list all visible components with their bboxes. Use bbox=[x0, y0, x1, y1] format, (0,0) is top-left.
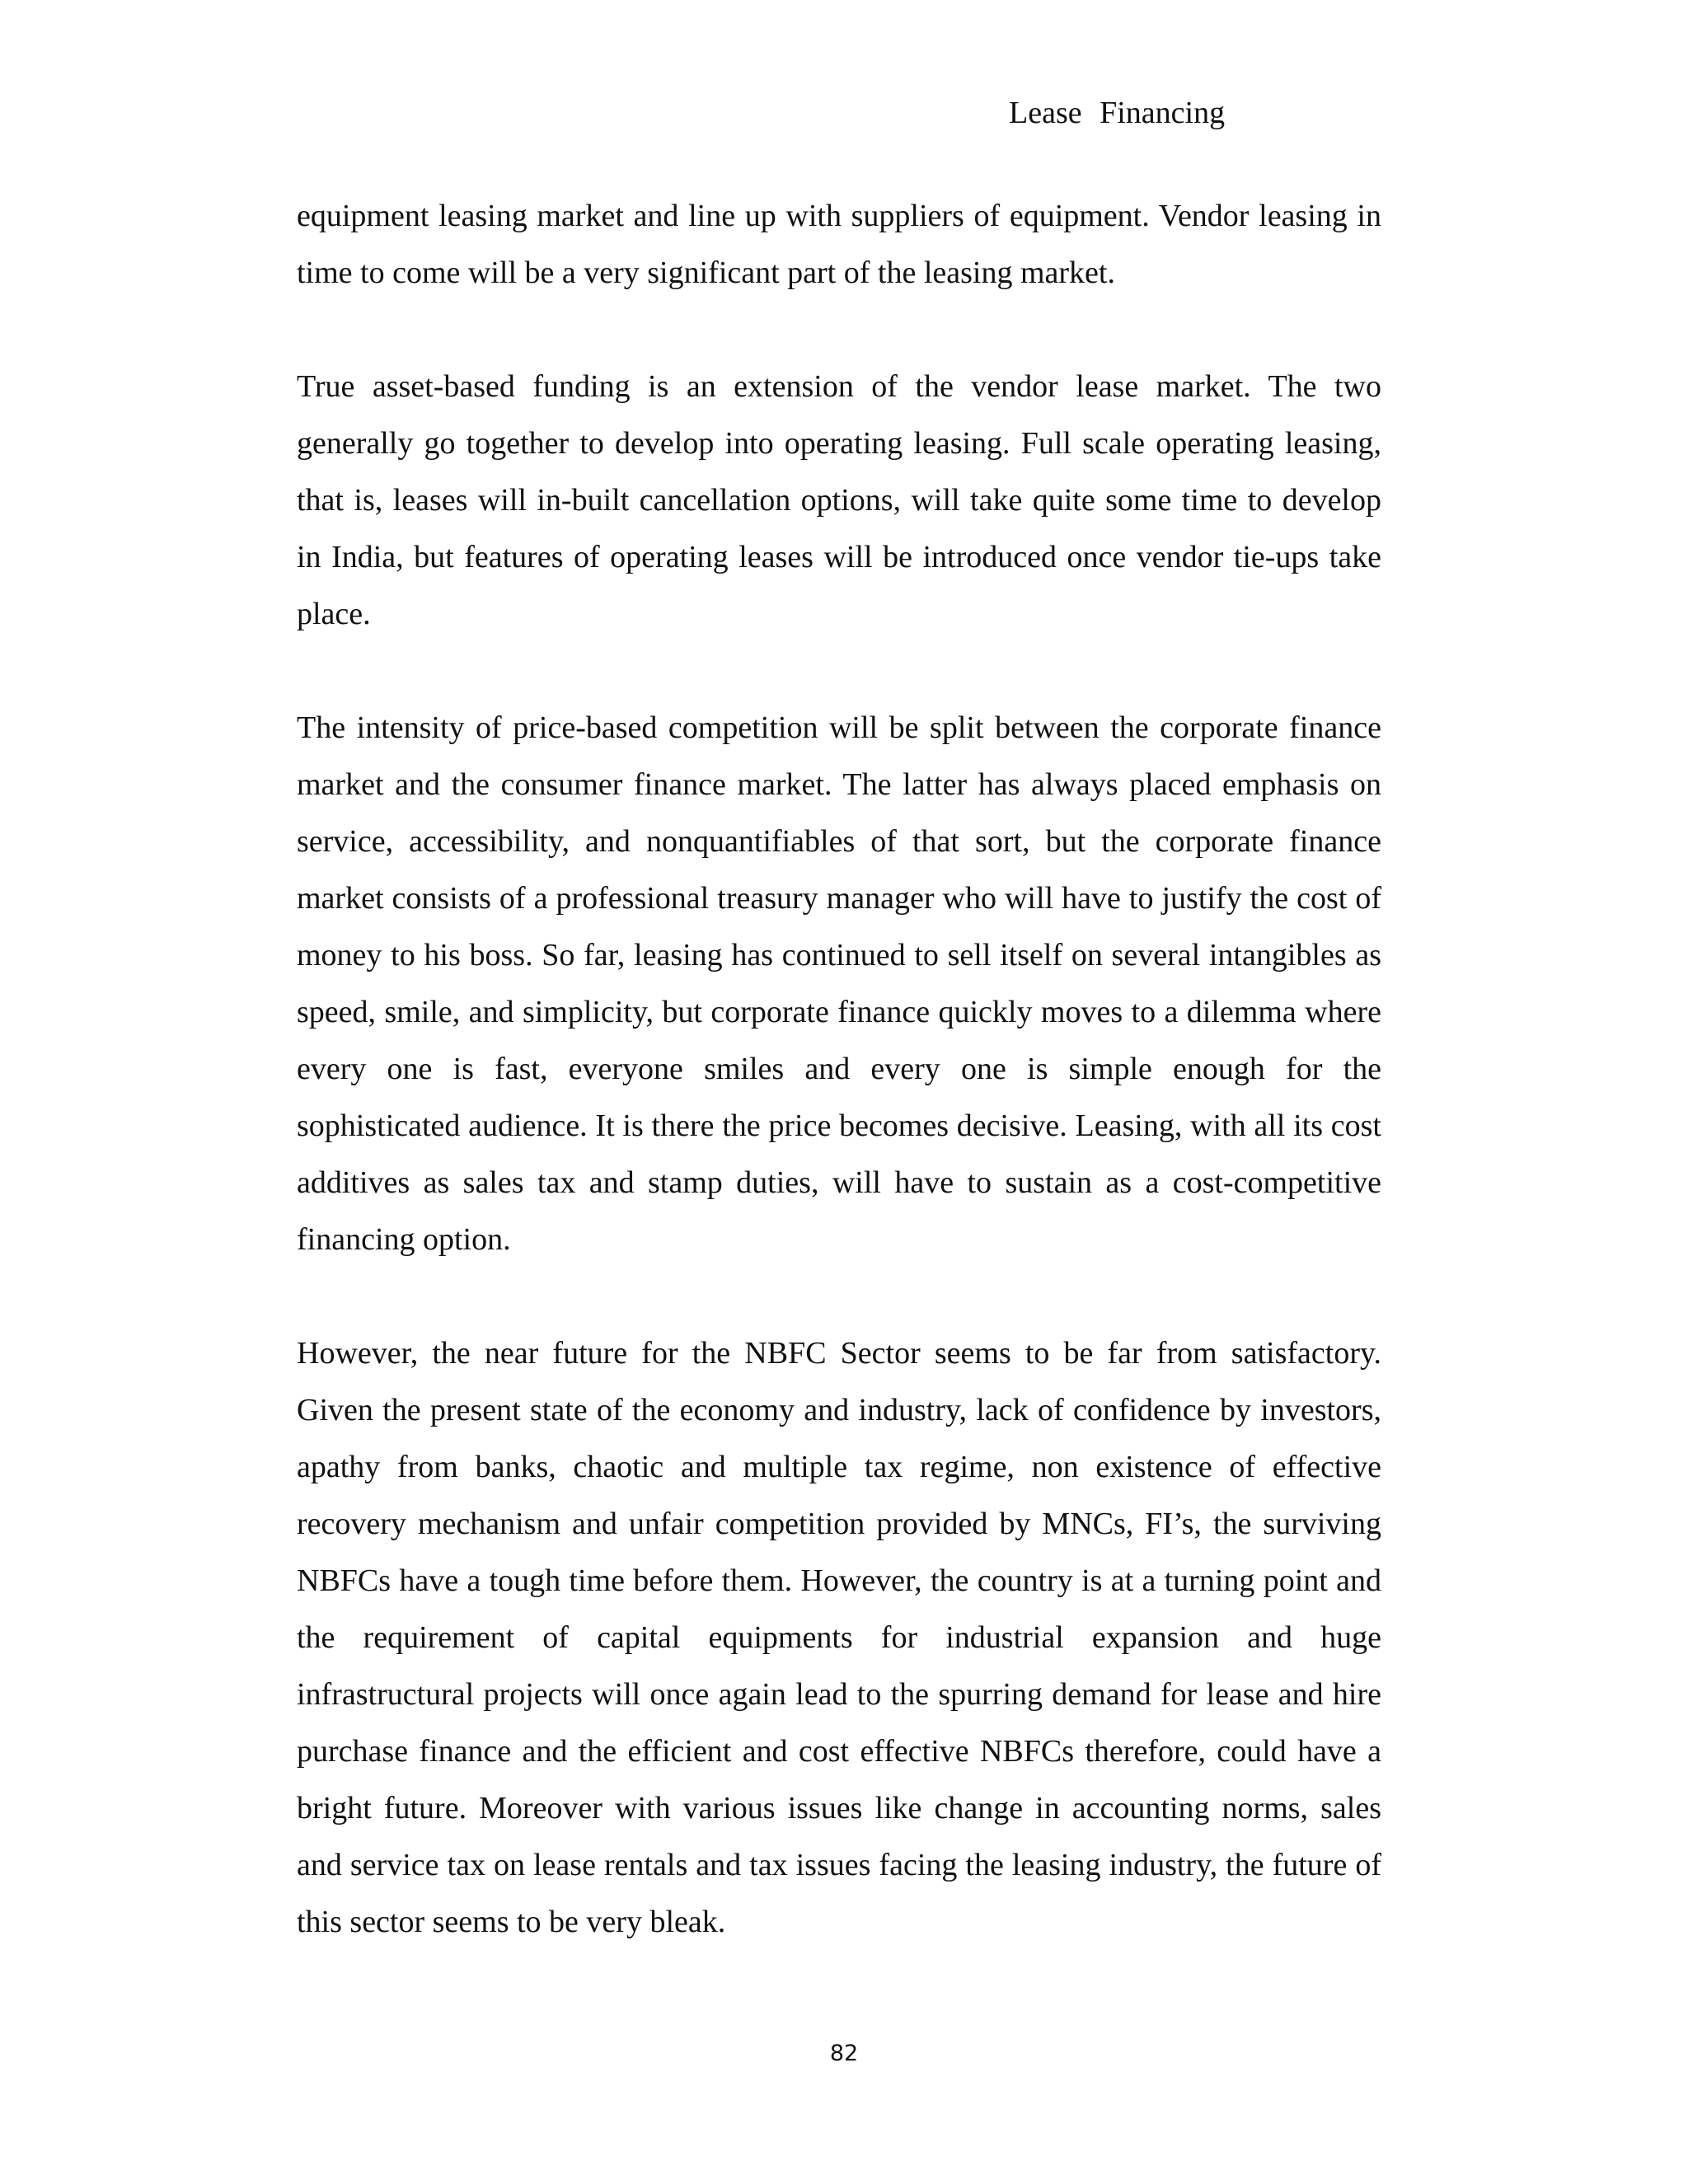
paragraph-asset-based-funding: True asset-based funding is an extension of the vendor lease market. The two generally go together to develop into operating leasing. Full scale operating leasing, that is, leases will in-built cancellation options, will take quite some time to develop in India, but features of operating leases will be introduced once vendor tie-ups take place. bbox=[297, 369, 1381, 631]
paragraph-nbfc-future: However, the near future for the NBFC Sector seems to be far from satisfactory. Given the present state of the economy and industry, lack of confidence by investors, apathy from banks, chaotic and multiple tax regime, non existence of effective recovery mechanism and unfair competition provided by MNCs, FI’s, the surviving NBFCs have a tough time before them. However, the country is at a turning point and the requirement of capital equipments for industrial expansion and huge infrastructural projects will once again lead to the spurring demand for lease and hire purchase finance and the efficient and cost effective NBFCs therefore, could have a bright future. Moreover with various issues like change in accounting norms, sales and service tax on lease rentals and tax issues facing the leasing industry, the future of this sector seems to be very bleak. bbox=[297, 1336, 1381, 1939]
body-text bbox=[297, 188, 1381, 2008]
running-header: Lease Financing bbox=[1009, 96, 1226, 130]
paragraph-vendor-leasing: equipment leasing market and line up with suppliers of equipment. Vendor leasing in time to come will be a very significant part of the leasing market. bbox=[297, 199, 1381, 290]
page-number: 82 bbox=[829, 2041, 859, 2066]
paragraph-price-competition: The intensity of price-based competition will be split between the corporate finance market and the consumer finance market. The latter has always placed emphasis on service, accessibility, and nonquantifiables of that sort, but the corporate finance market consists of a professional treasury manager who will have to justify the cost of money to his boss. So far, leasing has continued to sell itself on several intangibles as speed, smile, and simplicity, but corporate finance quickly moves to a dilemma where every one is fast, everyone smiles and every one is simple enough for the sophisticated audience. It is there the price becomes decisive. Leasing, with all its cost additives as sales tax and stamp duties, will have to sustain as a cost-competitive financing option. bbox=[297, 710, 1381, 1257]
